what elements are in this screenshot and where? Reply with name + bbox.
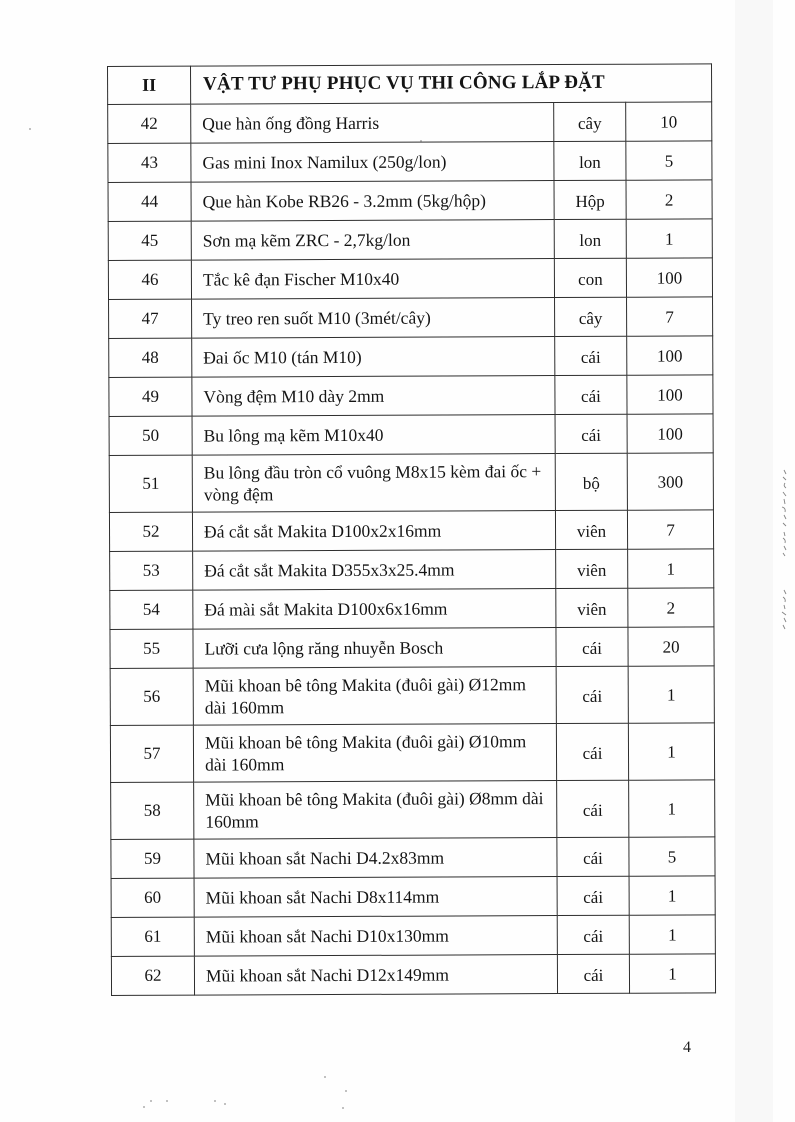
row-quantity-cell: 7 xyxy=(627,510,713,549)
row-description-cell: Mũi khoan sắt Nachi D12x149mm xyxy=(194,955,557,996)
row-number-cell: 54 xyxy=(110,590,193,629)
table-body xyxy=(108,64,716,996)
row-description-cell: Sơn mạ kẽm ZRC - 2,7kg/lon xyxy=(191,220,554,261)
row-description-cell: Mũi khoan sắt Nachi D10x130mm xyxy=(194,916,557,957)
row-description-cell: Đá cắt sắt Makita D100x2x16mm xyxy=(192,511,555,552)
row-number-cell: 43 xyxy=(108,143,191,182)
scan-speck xyxy=(345,1090,347,1092)
row-quantity-cell: 100 xyxy=(627,375,713,414)
row-unit-cell: lon xyxy=(554,141,626,180)
table-row xyxy=(108,141,712,183)
table-row xyxy=(111,837,715,879)
table-row xyxy=(109,336,713,378)
scan-speck xyxy=(420,140,422,142)
scan-speck xyxy=(29,128,31,130)
row-unit-cell: cái xyxy=(557,837,629,876)
table-row xyxy=(110,627,714,669)
row-unit-cell: cái xyxy=(557,876,629,915)
row-quantity-cell: 2 xyxy=(626,180,712,219)
row-description-cell: Đá cắt sắt Makita D355x3x25.4mm xyxy=(193,550,556,591)
scan-speck xyxy=(143,1106,145,1108)
row-quantity-cell: 5 xyxy=(629,837,715,876)
row-quantity-cell: 7 xyxy=(627,297,713,336)
scan-speck xyxy=(224,1103,226,1105)
table-row xyxy=(111,954,715,996)
table-row xyxy=(110,723,714,783)
row-number-cell: 47 xyxy=(109,299,192,338)
page-number: 4 xyxy=(683,1039,691,1056)
row-number-cell: 50 xyxy=(109,416,192,455)
row-number-cell: 55 xyxy=(110,629,193,668)
row-number-cell: 60 xyxy=(111,878,194,917)
table-row xyxy=(110,549,714,591)
row-number-cell: 61 xyxy=(111,917,194,956)
row-unit-cell: cái xyxy=(556,666,628,723)
table-row xyxy=(111,780,715,840)
row-number-cell: 62 xyxy=(111,956,194,995)
row-quantity-cell: 2 xyxy=(628,588,714,627)
row-description-cell: Đá mài sắt Makita D100x6x16mm xyxy=(193,589,556,630)
row-quantity-cell: 1 xyxy=(629,780,715,837)
row-quantity-cell: 20 xyxy=(628,627,714,666)
row-quantity-cell: 1 xyxy=(629,876,715,915)
row-unit-cell: lon xyxy=(554,219,626,258)
table-row xyxy=(109,414,713,456)
row-unit-cell: cái xyxy=(557,780,629,837)
row-number-cell: 56 xyxy=(110,668,193,725)
row-number-cell: 51 xyxy=(109,455,192,512)
row-unit-cell: viên xyxy=(556,549,628,588)
table-row xyxy=(110,588,714,630)
materials-table xyxy=(107,63,716,996)
table-row xyxy=(108,180,712,222)
row-number-cell: 42 xyxy=(108,104,191,143)
row-quantity-cell: 1 xyxy=(628,666,714,723)
row-quantity-cell: 1 xyxy=(629,915,715,954)
table-row xyxy=(109,375,713,417)
row-unit-cell: cái xyxy=(555,414,627,453)
row-quantity-cell: 1 xyxy=(629,954,715,993)
row-description-cell: Gas mini Inox Namilux (250g/lon) xyxy=(191,142,554,183)
row-unit-cell: cái xyxy=(555,375,627,414)
row-description-cell: Que hàn Kobe RB26 - 3.2mm (5kg/hộp) xyxy=(191,181,554,222)
margin-scribble-icon xyxy=(776,468,792,633)
row-description-cell: Mũi khoan bê tông Makita (đuôi gài) Ø8mm dài 160mm xyxy=(194,781,557,840)
table-row xyxy=(108,258,712,300)
table-header-row xyxy=(108,64,712,105)
row-quantity-cell: 100 xyxy=(627,414,713,453)
row-description-cell: Đai ốc M10 (tán M10) xyxy=(192,337,555,378)
row-number-cell: 53 xyxy=(110,551,193,590)
row-unit-cell: cây xyxy=(554,102,626,141)
scan-speck xyxy=(214,1100,216,1102)
row-description-cell: Que hàn ống đồng Harris xyxy=(191,103,554,144)
row-quantity-cell: 300 xyxy=(627,453,713,510)
row-number-cell: 52 xyxy=(109,512,192,551)
scan-shading-band xyxy=(735,0,773,1122)
row-quantity-cell: 100 xyxy=(626,258,712,297)
table-row xyxy=(110,666,714,726)
scan-speck xyxy=(150,1100,152,1102)
table-row xyxy=(109,453,713,513)
row-description-cell: Bu lông đầu tròn cổ vuông M8x15 kèm đai ốc + vòng đệm xyxy=(192,454,555,513)
row-description-cell: Mũi khoan bê tông Makita (đuôi gài) Ø12mm dài 160mm xyxy=(193,667,556,726)
table-row xyxy=(111,876,715,918)
row-unit-cell: cái xyxy=(557,915,629,954)
row-number-cell: 45 xyxy=(108,221,191,260)
row-number-cell: 49 xyxy=(109,377,192,416)
row-number-cell: 44 xyxy=(108,182,191,221)
row-unit-cell: bộ xyxy=(555,453,627,510)
row-unit-cell: cái xyxy=(557,954,629,993)
row-unit-cell: viên xyxy=(555,510,627,549)
row-description-cell: Mũi khoan bê tông Makita (đuôi gài) Ø10mm dài 160mm xyxy=(193,724,556,783)
row-description-cell: Mũi khoan sắt Nachi D8x114mm xyxy=(194,877,557,918)
row-unit-cell: cây xyxy=(555,297,627,336)
row-unit-cell: viên xyxy=(556,588,628,627)
scan-speck xyxy=(324,1076,326,1078)
row-description-cell: Mũi khoan sắt Nachi D4.2x83mm xyxy=(194,838,557,879)
section-index: II xyxy=(108,66,191,104)
row-quantity-cell: 100 xyxy=(627,336,713,375)
table-row xyxy=(108,102,712,144)
row-quantity-cell: 1 xyxy=(628,549,714,588)
scan-speck xyxy=(342,1107,344,1109)
row-number-cell: 59 xyxy=(111,839,194,878)
row-number-cell: 57 xyxy=(110,725,193,782)
row-quantity-cell: 1 xyxy=(626,219,712,258)
row-number-cell: 48 xyxy=(109,338,192,377)
row-unit-cell: con xyxy=(554,258,626,297)
table-row xyxy=(109,297,713,339)
table-row xyxy=(111,915,715,957)
row-description-cell: Lưỡi cưa lộng răng nhuyễn Bosch xyxy=(193,628,556,669)
row-unit-cell: Hộp xyxy=(554,180,626,219)
table-row xyxy=(109,510,713,552)
row-unit-cell: cái xyxy=(556,627,628,666)
row-description-cell: Ty treo ren suốt M10 (3mét/cây) xyxy=(192,298,555,339)
row-unit-cell: cái xyxy=(555,336,627,375)
row-description-cell: Tắc kê đạn Fischer M10x40 xyxy=(191,259,554,300)
row-quantity-cell: 5 xyxy=(626,141,712,180)
row-unit-cell: cái xyxy=(556,723,628,780)
row-description-cell: Vòng đệm M10 dày 2mm xyxy=(192,376,555,417)
row-number-cell: 46 xyxy=(108,260,191,299)
row-quantity-cell: 10 xyxy=(626,102,712,141)
section-title: VẬT TƯ PHỤ PHỤC VỤ THI CÔNG LẮP ĐẶT xyxy=(191,64,712,104)
scan-speck xyxy=(166,1100,168,1102)
table-row xyxy=(108,219,712,261)
row-description-cell: Bu lông mạ kẽm M10x40 xyxy=(192,415,555,456)
row-quantity-cell: 1 xyxy=(628,723,714,780)
row-number-cell: 58 xyxy=(111,782,194,839)
